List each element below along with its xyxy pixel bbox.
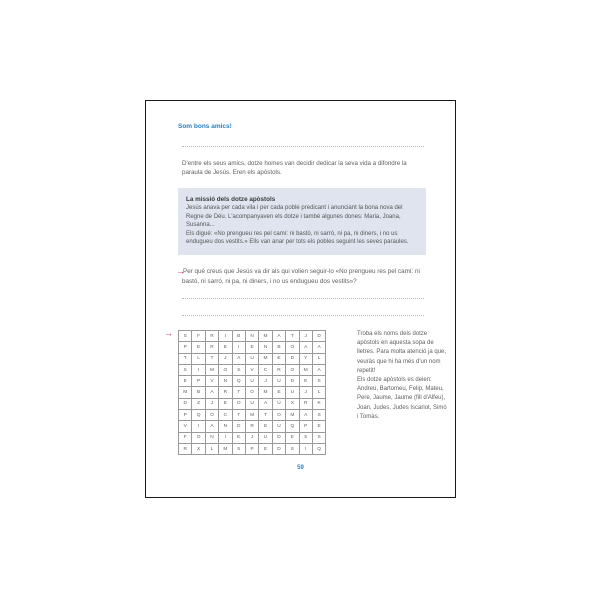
mission-box-title: La missió dels dotze apòstols (186, 196, 276, 203)
word-search-cell[interactable]: I (219, 331, 232, 342)
word-search-cell[interactable]: O (219, 364, 232, 375)
word-search-cell[interactable]: E (179, 376, 192, 387)
word-search-cell[interactable]: O (272, 410, 285, 421)
word-search-cell[interactable]: N (219, 421, 232, 432)
word-search-cell[interactable]: E (286, 432, 299, 443)
word-search-cell[interactable]: D (286, 376, 299, 387)
word-search-cell[interactable]: A (312, 364, 325, 375)
word-search-cell[interactable]: A (299, 410, 312, 421)
word-search-cell[interactable]: Q (192, 410, 205, 421)
word-search-cell[interactable]: P (299, 421, 312, 432)
word-search-row (179, 387, 326, 398)
word-search-cell[interactable]: U (245, 353, 258, 364)
word-search-cell[interactable]: B (232, 331, 245, 342)
word-search-cell[interactable]: I (192, 364, 205, 375)
word-search-cell[interactable]: J (299, 331, 312, 342)
word-search-cell[interactable]: N (219, 376, 232, 387)
word-search-cell[interactable]: Q (232, 376, 245, 387)
word-search-cell[interactable]: T (286, 331, 299, 342)
word-search-row (179, 342, 326, 353)
word-search-cell[interactable]: A (205, 421, 218, 432)
word-search-cell[interactable]: K (312, 398, 325, 409)
word-search-cell[interactable]: I (299, 443, 312, 454)
word-search-cell[interactable]: A (312, 342, 325, 353)
word-search-cell[interactable]: P (245, 443, 258, 454)
word-search-cell[interactable]: U (272, 376, 285, 387)
word-search-cell[interactable]: T (259, 410, 272, 421)
answer-line (182, 315, 424, 316)
word-search-cell[interactable]: V (205, 376, 218, 387)
word-search-cell[interactable]: M (179, 387, 192, 398)
instructions-text (357, 330, 447, 422)
word-search-row (179, 364, 326, 375)
word-search-cell[interactable]: E (259, 443, 272, 454)
word-search-cell[interactable]: S (286, 443, 299, 454)
word-search-cell[interactable]: I (192, 421, 205, 432)
word-search-cell[interactable]: U (272, 421, 285, 432)
word-search-cell[interactable]: Q (286, 421, 299, 432)
word-search-cell[interactable]: Ú (272, 398, 285, 409)
word-search-cell[interactable]: D (179, 398, 192, 409)
word-search-row (179, 331, 326, 342)
answer-line (182, 298, 424, 299)
word-search-cell[interactable]: O (286, 342, 299, 353)
word-search-cell[interactable]: L (312, 353, 325, 364)
word-search-row (179, 398, 326, 409)
word-search-cell[interactable]: S (179, 364, 192, 375)
word-search-cell[interactable]: B (272, 342, 285, 353)
word-search-row (179, 432, 326, 443)
word-search-cell[interactable]: V (245, 364, 258, 375)
word-search-cell[interactable]: Y (299, 353, 312, 364)
word-search-cell[interactable]: Z (192, 398, 205, 409)
word-search-cell[interactable]: R (272, 364, 285, 375)
arrow-right-icon: → (164, 328, 173, 338)
page-title: Som bons amics! (178, 123, 232, 130)
word-search-cell[interactable]: S (232, 443, 245, 454)
word-search-cell[interactable]: N (259, 342, 272, 353)
word-search-cell[interactable]: R (219, 387, 232, 398)
book-page (145, 100, 456, 498)
intro-paragraph: D'entre els seus amics, dotze homes van decidir dedicar la seva vida a difondre la paraula de Jesús. Eren els apòstols. (182, 160, 407, 176)
word-search-row (179, 410, 326, 421)
word-search-cell[interactable]: R (205, 331, 218, 342)
word-search-cell[interactable]: J (205, 398, 218, 409)
word-search-cell[interactable]: A (259, 398, 272, 409)
word-search-cell[interactable]: O (205, 410, 218, 421)
word-search-cell[interactable]: A (232, 353, 245, 364)
word-search-cell[interactable]: M (259, 353, 272, 364)
word-search-cell[interactable]: E (192, 342, 205, 353)
mission-box-text-2: Els digué: «No prengueu res pel camí: ni bastó, ni sarró, ni pa, ni diners, i no us endugueu dos vestits.» Ells van anar per tots els pobles seguint les seves paraules. (186, 230, 409, 246)
word-search-cell[interactable]: I (232, 342, 245, 353)
word-search-row (179, 353, 326, 364)
word-search-cell[interactable]: S (299, 432, 312, 443)
word-search-row (179, 443, 326, 454)
word-search-cell[interactable]: S (312, 376, 325, 387)
word-search-cell[interactable]: A (272, 331, 285, 342)
word-search-cell[interactable]: B (192, 387, 205, 398)
word-search-grid (178, 330, 326, 455)
word-search-cell[interactable]: D (312, 331, 325, 342)
word-search-cell[interactable]: S (312, 432, 325, 443)
word-search-cell[interactable]: O (232, 398, 245, 409)
word-search-cell[interactable]: D (272, 432, 285, 443)
word-search-cell[interactable]: U (245, 376, 258, 387)
word-search-cell[interactable]: R (179, 443, 192, 454)
word-search-cell[interactable]: T (232, 387, 245, 398)
word-search-cell[interactable]: S (232, 364, 245, 375)
word-search-cell[interactable]: C (219, 410, 232, 421)
word-search-cell[interactable]: P (179, 410, 192, 421)
word-search-cell[interactable]: E (312, 421, 325, 432)
word-search-cell[interactable]: N (245, 331, 258, 342)
word-search-cell[interactable]: M (219, 443, 232, 454)
word-search-cell[interactable]: R (299, 398, 312, 409)
word-search-row (179, 421, 326, 432)
instructions-paragraph: Troba els noms dels dotze apòstols en aquesta sopa de lletres. Para molta atenció ja que, veuràs que hi ha més d'un nom repetit! (357, 331, 447, 374)
word-search-cell[interactable]: E (272, 353, 285, 364)
word-search-cell[interactable]: R (205, 342, 218, 353)
word-search-cell[interactable]: M (299, 364, 312, 375)
word-search-cell[interactable]: O (192, 432, 205, 443)
word-search-cell[interactable]: S (179, 331, 192, 342)
word-search-cell[interactable]: M (286, 410, 299, 421)
word-search-cell[interactable]: T (205, 353, 218, 364)
word-search-cell[interactable]: M (245, 410, 258, 421)
word-search-cell[interactable]: N (205, 432, 218, 443)
word-search-cell[interactable]: T (232, 410, 245, 421)
word-search-cell[interactable]: V (179, 421, 192, 432)
word-search-cell[interactable]: O (245, 387, 258, 398)
word-search-cell[interactable]: A (205, 387, 218, 398)
mission-box (178, 188, 426, 255)
apostles-list: Els dotze apòstols es deien: Andreu, Bartomeu, Felip, Mateu, Pere, Jaume, Jaume (fill d'Alfeu), Joan, Judes, Judes Iscariot, Simó i Tomàs. (357, 377, 447, 420)
word-search-cell[interactable]: F (179, 432, 192, 443)
word-search-cell[interactable]: T (179, 353, 192, 364)
word-search-cell[interactable]: E (299, 376, 312, 387)
word-search-cell[interactable]: M (205, 364, 218, 375)
word-search-cell[interactable]: X (286, 398, 299, 409)
word-search-cell[interactable]: M (259, 387, 272, 398)
word-search-cell[interactable]: D (286, 353, 299, 364)
word-search-cell[interactable]: F (192, 331, 205, 342)
word-search-row (179, 376, 326, 387)
word-search-cell[interactable]: P (192, 376, 205, 387)
word-search-cell[interactable]: U (286, 387, 299, 398)
word-search-cell[interactable]: X (192, 443, 205, 454)
word-search-cell[interactable]: M (259, 331, 272, 342)
word-search-cell[interactable]: I (219, 432, 232, 443)
word-search-cell[interactable]: R (245, 421, 258, 432)
word-search-cell[interactable]: D (272, 443, 285, 454)
page-number: 59 (297, 465, 304, 471)
word-search-cell[interactable]: J (259, 376, 272, 387)
word-search-cell[interactable]: E (219, 398, 232, 409)
word-search-cell[interactable]: J (219, 353, 232, 364)
word-search-cell[interactable]: J (299, 387, 312, 398)
word-search-cell[interactable]: E (245, 342, 258, 353)
word-search-cell[interactable]: L (205, 443, 218, 454)
word-search-cell[interactable]: A (299, 342, 312, 353)
word-search-cell[interactable]: S (312, 410, 325, 421)
word-search-cell[interactable]: Q (312, 443, 325, 454)
word-search-cell[interactable]: D (232, 421, 245, 432)
word-search-cell[interactable]: C (259, 364, 272, 375)
word-search-cell[interactable]: L (312, 387, 325, 398)
word-search-cell[interactable]: E (259, 421, 272, 432)
question-text (182, 267, 427, 287)
divider (182, 146, 424, 147)
word-search-cell[interactable]: P (179, 342, 192, 353)
word-search-cell[interactable]: E (232, 432, 245, 443)
word-search-cell[interactable]: L (192, 353, 205, 364)
word-search-cell[interactable]: E (219, 342, 232, 353)
arrow-right-icon: → (176, 266, 185, 276)
word-search-cell[interactable]: E (272, 387, 285, 398)
word-search-cell[interactable]: U (259, 432, 272, 443)
word-search-cell[interactable]: J (245, 432, 258, 443)
mission-box-text: Jesús anava per cada vila i per cada poble predicant i anunciant la bona nova del Regne de Déu. L'acompanyaven els dotze i també algunes dones: Maria, Joana, Susanna... (186, 205, 403, 229)
question-text-content: Per què creus que Jesús va dir als qui volien seguir-lo «No prengueu res pel camí: ni bastó, ni sarró, ni pa, ni diners, i no us endugueu dos vestits»? (182, 268, 420, 285)
word-search-cell[interactable]: O (286, 364, 299, 375)
word-search-cell[interactable]: U (245, 398, 258, 409)
